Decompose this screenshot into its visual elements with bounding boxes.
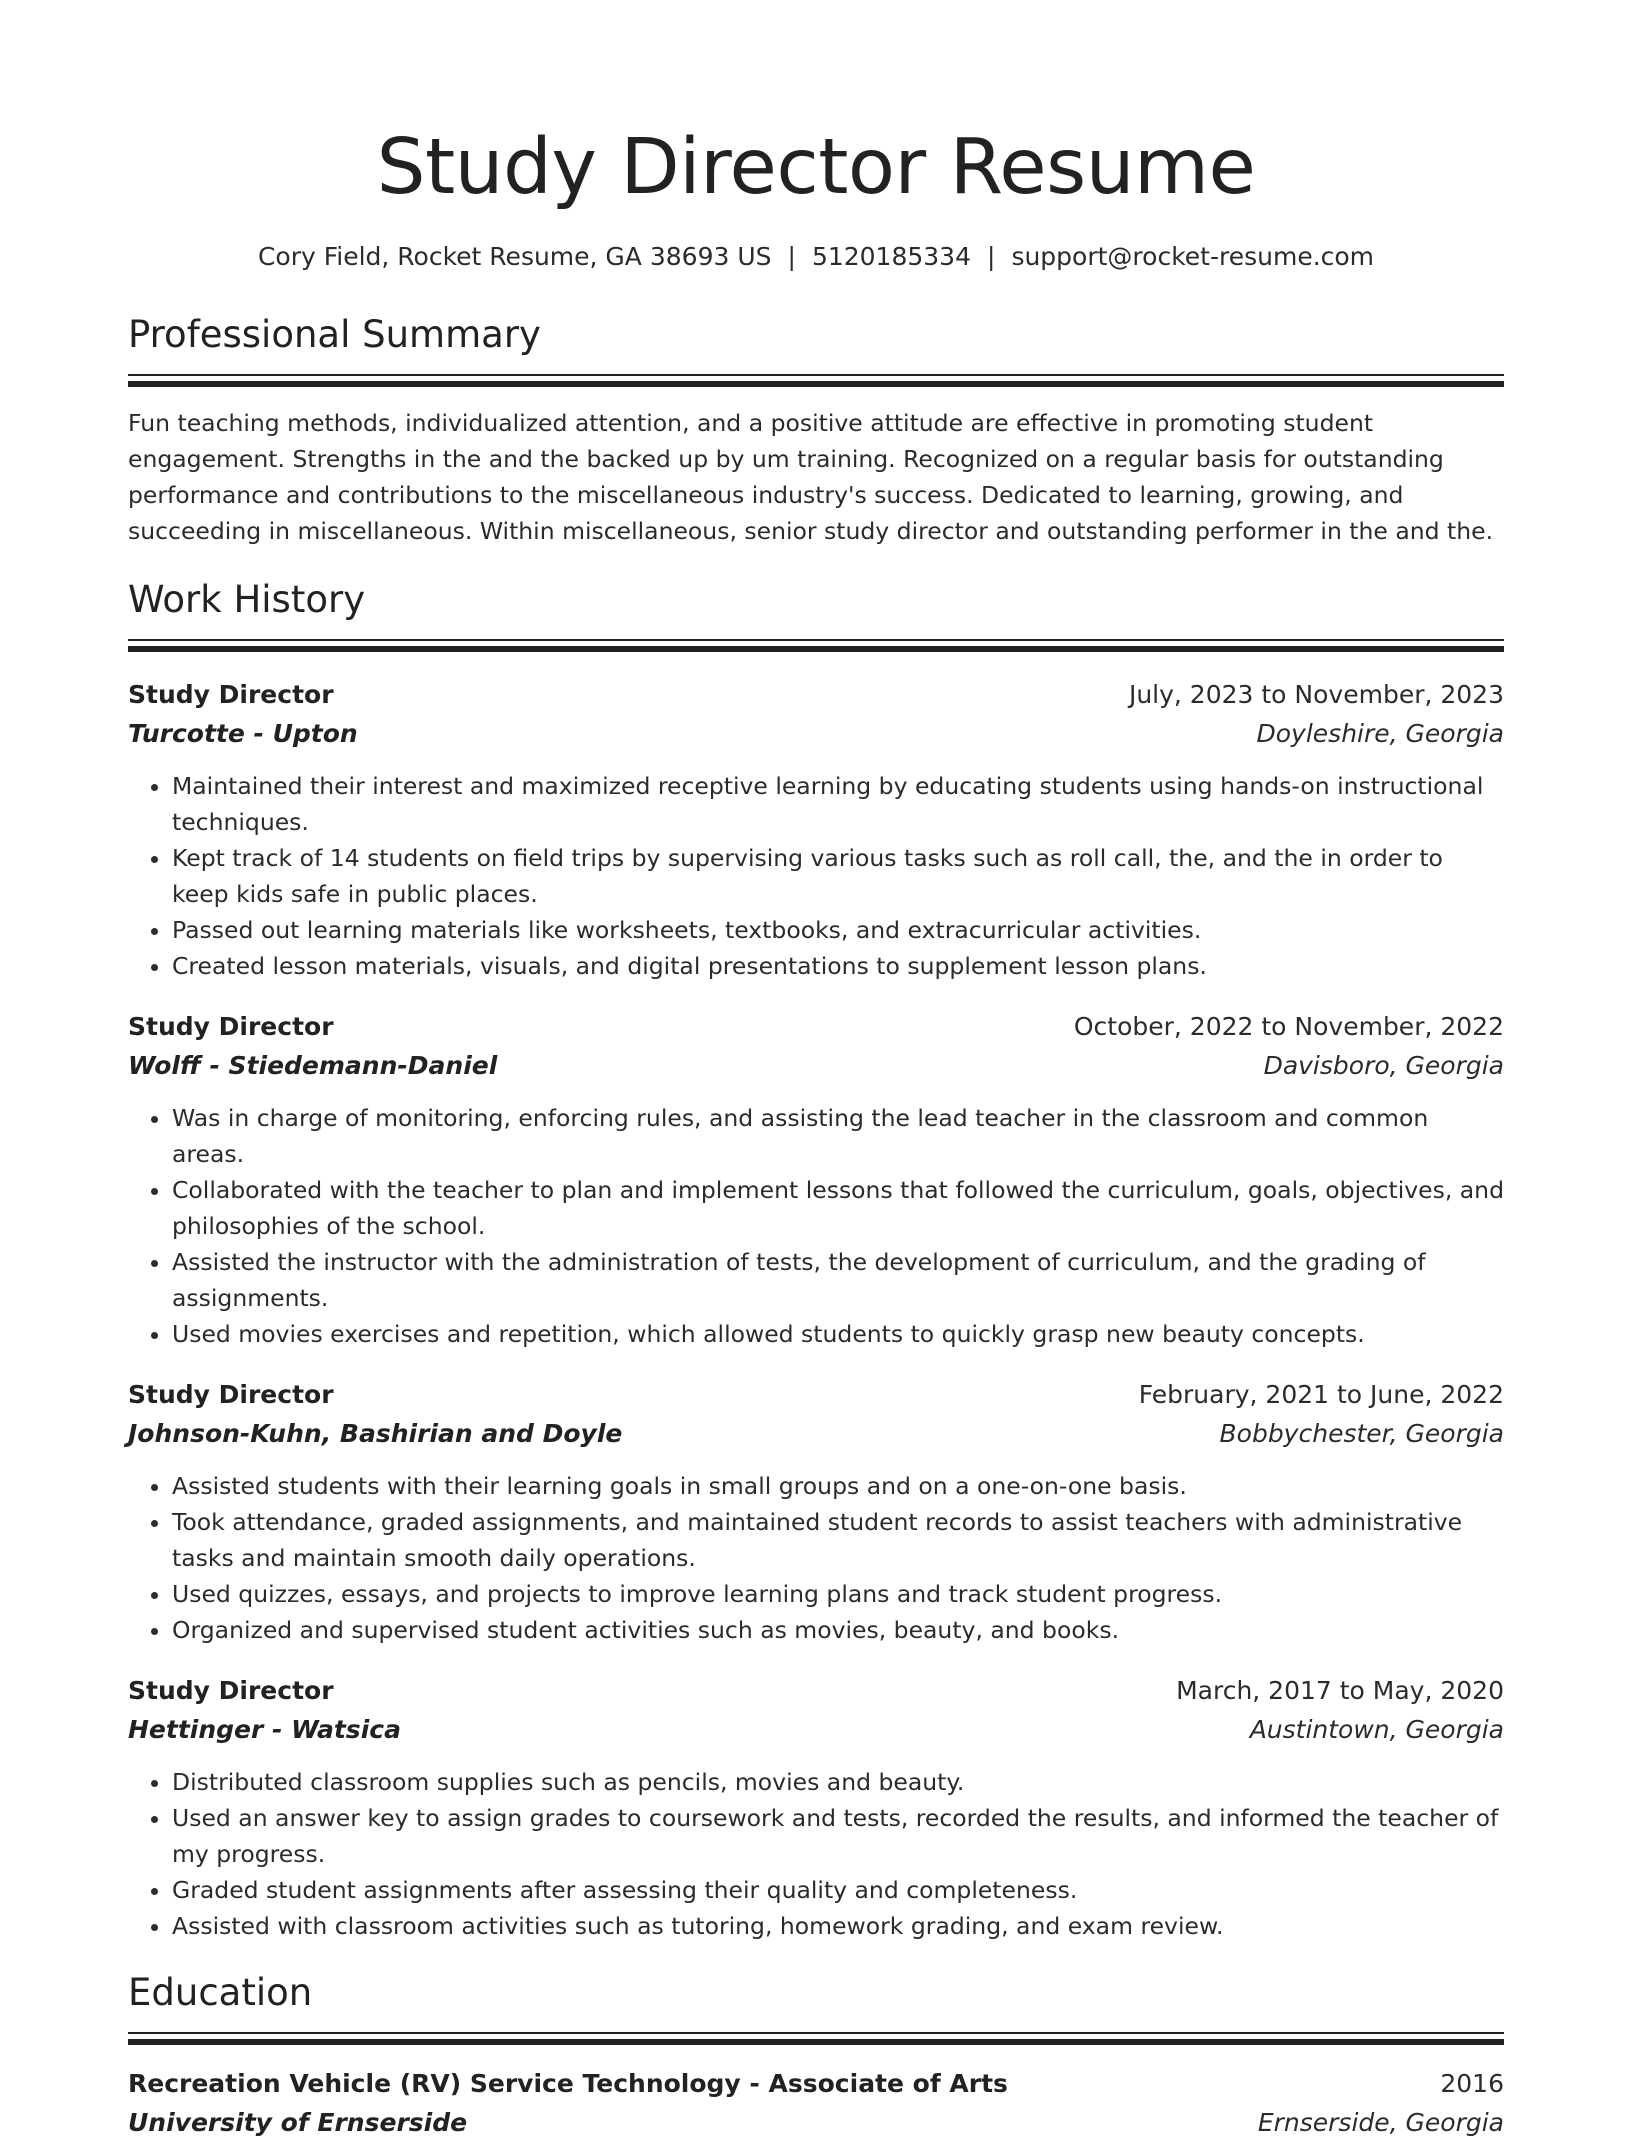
job-company: Wolff - Stiedemann-Daniel (128, 1051, 498, 1080)
job-dates: July, 2023 to November, 2023 (1128, 680, 1504, 709)
job-company: Turcotte - Upton (128, 719, 358, 748)
section-heading-work-history: Work History (128, 578, 366, 621)
job-location: Doyleshire, Georgia (1256, 719, 1504, 748)
contact-address: Cory Field, Rocket Resume, GA 38693 US (257, 242, 772, 271)
job-subheader (128, 1046, 1504, 1086)
education-subheader (128, 2103, 1504, 2143)
job-header (128, 1008, 1504, 1046)
job-bullet: • Used an answer key to assign grades to coursework and tests, recorded the results, and informed the teacher of my progress. (172, 1800, 1504, 1872)
job-dates: March, 2017 to May, 2020 (1176, 1676, 1504, 1705)
job-entry (128, 676, 1504, 984)
job-header (128, 1672, 1504, 1710)
job-location: Austintown, Georgia (1249, 1715, 1504, 1744)
section-divider (128, 639, 1504, 652)
job-header (128, 1376, 1504, 1414)
job-bullets (128, 1100, 1504, 1352)
job-title: Study Director (128, 680, 334, 709)
job-location: Davisboro, Georgia (1263, 1051, 1504, 1080)
job-bullet: • Maintained their interest and maximized receptive learning by educating students using hands-on instructional techniques. (172, 768, 1504, 840)
education-location: Ernserside, Georgia (1257, 2108, 1504, 2137)
job-bullet: • Distributed classroom supplies such as pencils, movies and beauty. (172, 1764, 1504, 1800)
contact-separator: | (987, 242, 996, 271)
job-bullet: • Took attendance, graded assignments, and maintained student records to assist teachers with administrative tasks and maintain smooth daily operations. (172, 1504, 1504, 1576)
education-header (128, 2065, 1504, 2103)
education-year: 2016 (1440, 2069, 1504, 2098)
job-bullet: • Collaborated with the teacher to plan and implement lessons that followed the curriculum, goals, objectives, and philosophies of the school. (172, 1172, 1504, 1244)
contact-separator: | (787, 242, 796, 271)
job-subheader (128, 1414, 1504, 1454)
job-bullet: • Was in charge of monitoring, enforcing rules, and assisting the lead teacher in the classroom and common areas. (172, 1100, 1504, 1172)
job-subheader (128, 714, 1504, 754)
section-divider (128, 374, 1504, 387)
work-history-section (128, 575, 1504, 1944)
job-subheader (128, 1710, 1504, 1750)
job-dates: February, 2021 to June, 2022 (1138, 1380, 1504, 1409)
job-dates: October, 2022 to November, 2022 (1073, 1012, 1504, 1041)
job-bullet: • Graded student assignments after assessing their quality and completeness. (172, 1872, 1504, 1908)
section-heading-education: Education (128, 1971, 313, 2014)
contact-line (128, 240, 1504, 274)
section-heading-summary: Professional Summary (128, 313, 541, 356)
job-entry (128, 1008, 1504, 1352)
job-bullet: • Kept track of 14 students on field trips by supervising various tasks such as roll call, the, and the in order to keep kids safe in public places. (172, 840, 1504, 912)
summary-section (128, 310, 1504, 549)
job-bullet: • Assisted the instructor with the administration of tests, the development of curriculum, and the grading of assignments. (172, 1244, 1504, 1316)
job-bullet: • Organized and supervised student activities such as movies, beauty, and books. (172, 1612, 1504, 1648)
job-location: Bobbychester, Georgia (1219, 1419, 1504, 1448)
job-bullets (128, 1764, 1504, 1944)
job-company: Johnson-Kuhn, Bashirian and Doyle (128, 1419, 623, 1448)
education-entry (128, 2065, 1504, 2143)
job-bullet: • Passed out learning materials like worksheets, textbooks, and extracurricular activities. (172, 912, 1504, 948)
job-bullet: • Used movies exercises and repetition, which allowed students to quickly grasp new beauty concepts. (172, 1316, 1504, 1352)
education-section (128, 1968, 1504, 2143)
education-degree: Recreation Vehicle (RV) Service Technology - Associate of Arts (128, 2069, 1008, 2098)
job-entry (128, 1672, 1504, 1944)
job-bullets (128, 768, 1504, 984)
job-bullet: • Used quizzes, essays, and projects to improve learning plans and track student progress. (172, 1576, 1504, 1612)
job-bullet: • Created lesson materials, visuals, and digital presentations to supplement lesson plans. (172, 948, 1504, 984)
section-divider (128, 2032, 1504, 2045)
job-bullets (128, 1468, 1504, 1648)
job-bullet: • Assisted with classroom activities such as tutoring, homework grading, and exam review. (172, 1908, 1504, 1944)
resume-title: Study Director Resume (376, 123, 1256, 212)
summary-text: Fun teaching methods, individualized attention, and a positive attitude are effective in promoting student engagement. Strengths in the and the backed up by um training. Recognized on a regular basis for outstanding performance and contributions to the miscellaneous industry's success. Dedicated to learning, growing, and succeeding in miscellaneous. Within miscellaneous, senior study director and outstanding performer in the and the. (128, 409, 1494, 545)
job-title: Study Director (128, 1380, 334, 1409)
job-company: Hettinger - Watsica (128, 1715, 401, 1744)
job-bullet: • Assisted students with their learning goals in small groups and on a one-on-one basis. (172, 1468, 1504, 1504)
contact-email: support@rocket-resume.com (1011, 242, 1375, 271)
contact-phone: 5120185334 (811, 242, 971, 271)
job-title: Study Director (128, 1012, 334, 1041)
job-title: Study Director (128, 1676, 334, 1705)
education-school: University of Ernserside (128, 2108, 468, 2137)
job-entry (128, 1376, 1504, 1648)
job-header (128, 676, 1504, 714)
